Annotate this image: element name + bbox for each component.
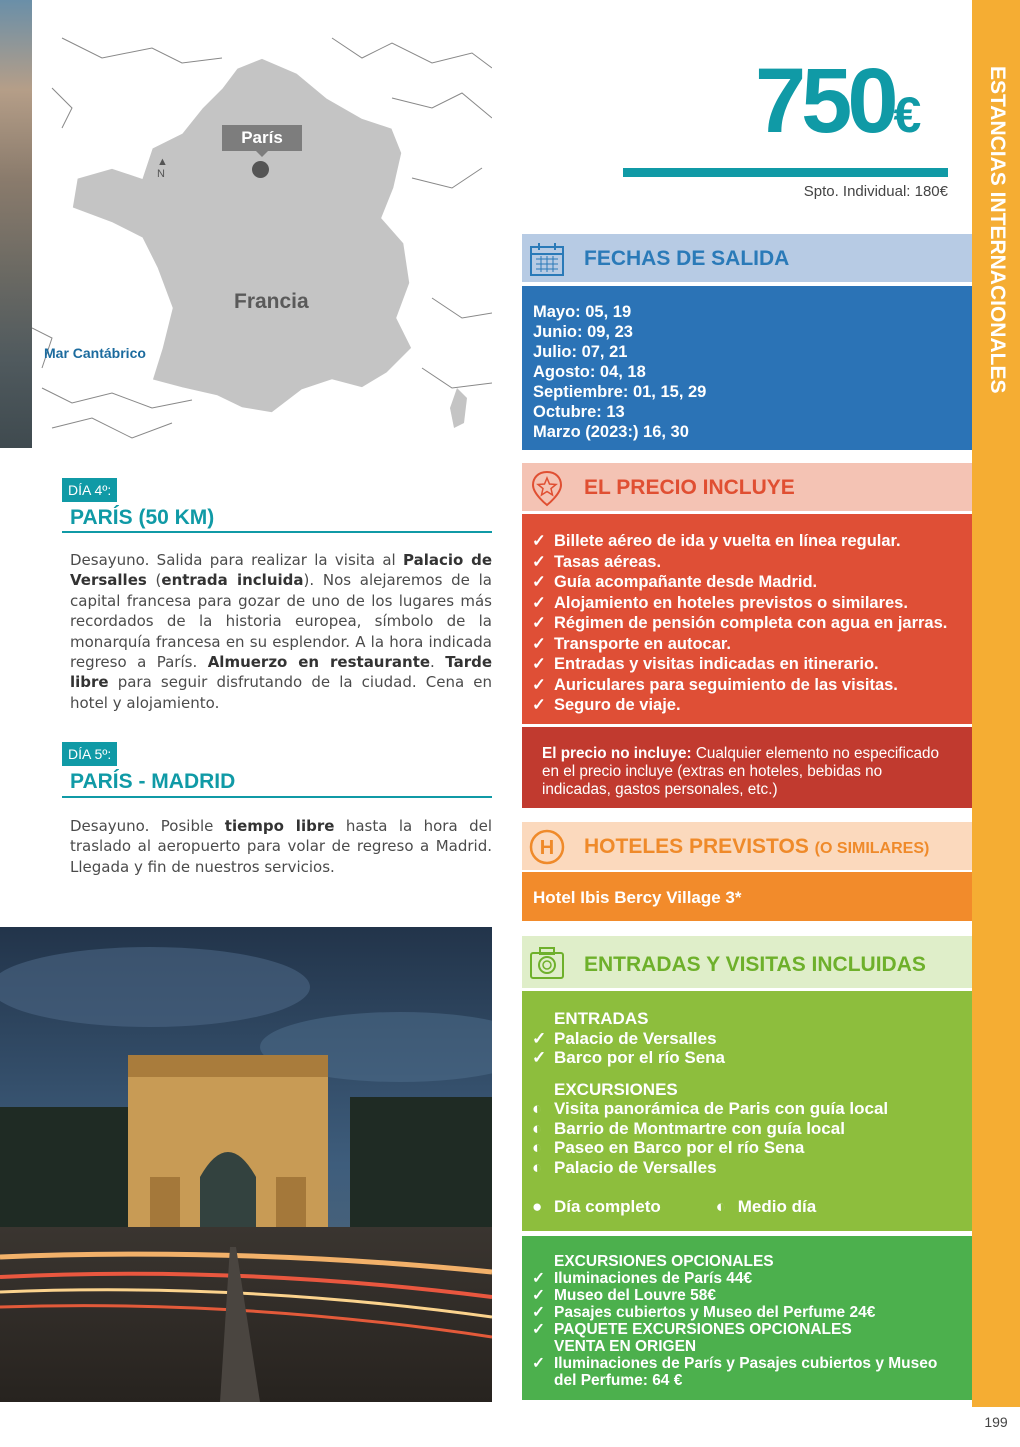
camera-icon — [528, 944, 566, 982]
body-text: hasta la hora del traslado al aeropuerto para volar de regreso a Madrid. Llegada y fin de nuestros servicios. — [70, 817, 492, 876]
departure-dates-list — [522, 286, 972, 450]
date-item: Julio: 07, 21 — [533, 343, 628, 361]
hotel-icon — [528, 828, 566, 866]
day4-title: PARÍS (50 KM) — [70, 506, 215, 529]
body-text: para seguir disfrutando de la ciudad. Cena en hotel y alojamiento. — [70, 673, 492, 712]
full-circle-icon: ● — [532, 1197, 543, 1216]
include-item: ✓ Transporte en autocar. — [532, 634, 731, 653]
category-label: ESTANCIAS INTERNACIONALES — [986, 66, 1009, 394]
date-item: Septiembre: 01, 15, 29 — [533, 383, 707, 401]
price-amount: 750€ — [755, 50, 922, 152]
optional-item: ✓ Iluminaciones de París y Pasajes cubiertos y Museo del Perfume: 64 € — [532, 1355, 938, 1389]
entrada-item: ✓ Palacio de Versalles — [532, 1028, 717, 1048]
include-item: ✓ Tasas aéreas. — [532, 552, 662, 571]
day5-description — [70, 816, 492, 877]
star-badge-icon — [528, 469, 566, 507]
france-map — [32, 28, 492, 448]
visits-header — [522, 936, 972, 988]
departure-dates-header — [522, 234, 972, 282]
highlight-text: Almuerzo en restaurante — [207, 653, 431, 672]
price-includes-title: EL PRECIO INCLUYE — [584, 476, 795, 499]
include-item: ✓ Auriculares para seguimiento de las visitas. — [532, 675, 898, 694]
excursiones-label: EXCURSIONES — [554, 1079, 678, 1099]
body-text: ). Nos alejaremos de la capital francesa para gozar de uno de los lugares más recordados de la historia europea, símbolo de la monarquía francesa en su esplendor. A la hora indicada regreso a París. — [70, 571, 492, 672]
legend-full-day: ● Día completo — [532, 1197, 661, 1216]
price-includes-header — [522, 463, 972, 511]
sea-label: Mar Cantábrico — [44, 345, 146, 361]
france-map-graphic — [32, 28, 492, 448]
body-text: . — [430, 653, 446, 672]
date-item: Agosto: 04, 18 — [533, 363, 646, 381]
day4-divider — [62, 531, 492, 533]
optional-item: ✓ Pasajes cubiertos y Museo del Perfume 24€ — [532, 1304, 876, 1321]
day4-description — [70, 550, 492, 713]
excursion-item: ◐ Barrio de Montmartre con guía local — [532, 1118, 845, 1138]
calendar-icon — [528, 240, 566, 278]
date-item: Junio: 09, 23 — [533, 323, 633, 341]
body-text: Desayuno. Salida para realizar la visita al — [70, 551, 403, 569]
half-circle-icon: ◐ — [715, 1197, 727, 1216]
include-item: ✓ Régimen de pensión completa con agua en jarras. — [532, 614, 948, 632]
optional-excursions — [522, 1236, 972, 1400]
include-item: ✓ Seguro de viaje. — [532, 696, 681, 714]
entrada-item: ✓ Barco por el río Sena — [532, 1048, 725, 1067]
hotel-name: Hotel Ibis Bercy Village 3* — [522, 872, 972, 921]
legend — [532, 1197, 962, 1217]
date-item: Octubre: 13 — [533, 403, 625, 421]
price-divider — [623, 168, 948, 177]
include-item: ✓ Alojamiento en hoteles previstos o similares. — [532, 593, 908, 612]
paris-marker — [252, 161, 269, 178]
hotels-header — [522, 822, 972, 870]
excursion-item: ◐ Paseo en Barco por el río Sena — [532, 1138, 805, 1157]
country-label: Francia — [234, 290, 309, 313]
optional-item: ✓ Museo del Louvre 58€ — [532, 1287, 716, 1304]
day5-badge: DÍA 5º: — [62, 742, 117, 766]
page-number: 199 — [984, 1414, 1008, 1430]
day5-divider — [62, 796, 492, 798]
body-text: Desayuno. Posible — [70, 817, 225, 835]
optional-label: EXCURSIONES OPCIONALES — [554, 1253, 774, 1270]
city-photo-strip — [0, 0, 32, 448]
highlight-text: entrada incluida — [161, 571, 304, 590]
entradas-label: ENTRADAS — [554, 1009, 649, 1028]
include-item: ✓ Entradas y visitas indicadas en itinerario. — [532, 655, 879, 673]
highlight-text: Palacio de Versalles — [70, 551, 492, 590]
arc-de-triomphe-photo — [0, 927, 492, 1402]
visits-title: ENTRADAS Y VISITAS INCLUIDAS — [584, 953, 926, 976]
optional-item: ✓ Iluminaciones de París 44€ — [532, 1270, 753, 1287]
single-supplement: Spto. Individual: 180€ — [803, 183, 948, 200]
price-not-included: El precio no incluye: Cualquier elemento no especificado en el precio incluye (extras en hoteles, bebidas no indicadas, gastos personales, etc.) — [522, 727, 972, 808]
price-includes-list — [522, 514, 972, 724]
hotels-title: HOTELES PREVISTOS (O SIMILARES) — [584, 835, 930, 858]
svg-text:H: H — [539, 837, 555, 859]
excursion-item: ◐ Palacio de Versalles — [532, 1157, 717, 1177]
date-item: Mayo: 05, 19 — [533, 303, 632, 321]
paris-label: París — [222, 125, 302, 151]
visits-list — [522, 991, 972, 1231]
day4-badge: DÍA 4º: — [62, 478, 117, 502]
body-text: ( — [146, 571, 162, 590]
day5-title: PARÍS - MADRID — [70, 770, 236, 793]
include-item: ✓ Guía acompañante desde Madrid. — [532, 573, 818, 591]
departure-dates-title: FECHAS DE SALIDA — [584, 247, 790, 270]
north-arrow-icon: ▲ N — [157, 156, 168, 180]
legend-half-day: ◐ Medio día — [715, 1197, 817, 1216]
highlight-text: Tarde libre — [70, 653, 493, 692]
excursion-item: ◐ Visita panorámica de Paris con guía local — [532, 1099, 889, 1118]
highlight-text: tiempo libre — [224, 817, 335, 835]
optional-item: ✓ PAQUETE EXCURSIONES OPCIONALES VENTA EN ORIGEN — [532, 1321, 852, 1355]
include-item: ✓ Billete aéreo de ida y vuelta en línea regular. — [532, 532, 901, 550]
date-item: Marzo (2023:) 16, 30 — [533, 423, 689, 441]
